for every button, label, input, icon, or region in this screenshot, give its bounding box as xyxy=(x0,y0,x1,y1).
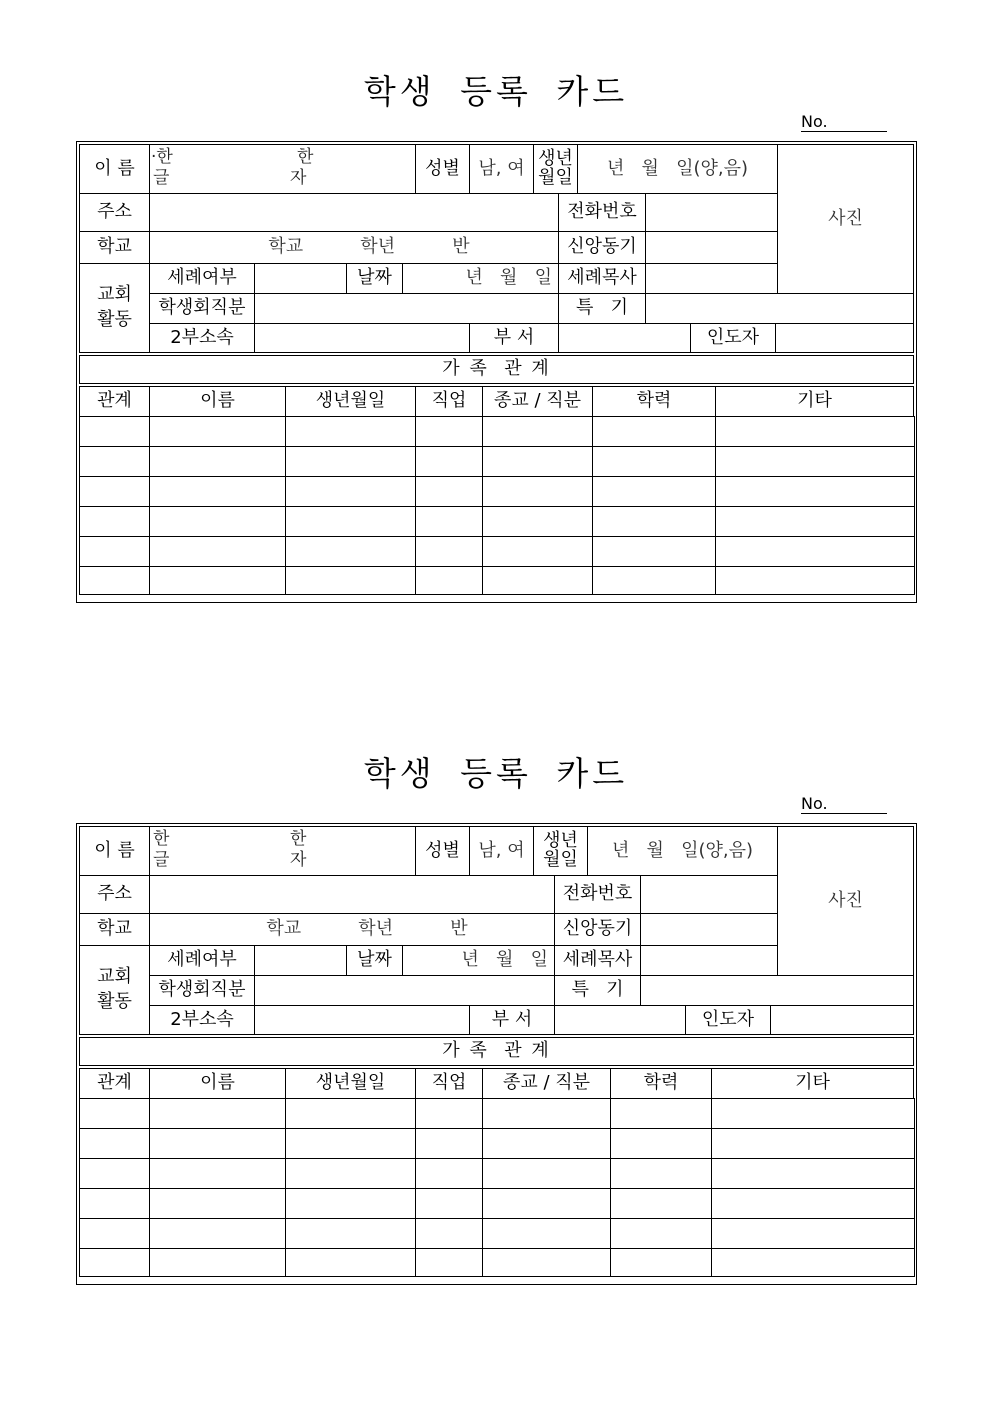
family-table-cell[interactable] xyxy=(79,1098,150,1129)
church-activity-line2: 활동 xyxy=(97,309,132,330)
family-table-cell[interactable] xyxy=(482,506,593,537)
date-field[interactable]: 년 월 일 xyxy=(402,263,559,294)
name-label: 이 름 xyxy=(79,826,150,876)
family-table-cell[interactable] xyxy=(285,506,416,537)
name-field[interactable] xyxy=(149,826,416,876)
school-field[interactable]: 학교 학년 반 xyxy=(149,231,559,264)
family-table-cell[interactable] xyxy=(415,1128,483,1159)
family-table-cell[interactable] xyxy=(149,536,286,567)
family-table-cell[interactable] xyxy=(79,446,150,477)
birthdate-label-line2: 월일 xyxy=(543,849,578,870)
card-title: 학생 등록 카드 xyxy=(363,754,629,793)
family-table-cell[interactable] xyxy=(482,1218,611,1249)
family-table-cell[interactable] xyxy=(592,446,716,477)
family-table-cell[interactable] xyxy=(79,566,150,595)
department-field[interactable] xyxy=(254,323,470,353)
family-table-cell[interactable] xyxy=(149,1188,286,1219)
address-field[interactable] xyxy=(149,193,559,232)
phone-field[interactable] xyxy=(640,875,778,914)
family-table-cell[interactable] xyxy=(415,1218,483,1249)
family-table-cell[interactable] xyxy=(482,1248,611,1277)
family-table-cell[interactable] xyxy=(79,1128,150,1159)
address-label: 주소 xyxy=(79,193,150,232)
department-label: 2부소속 xyxy=(149,1005,255,1035)
family-col-education: 학력 xyxy=(592,386,716,417)
family-table-cell[interactable] xyxy=(149,1158,286,1189)
registration-card-2 xyxy=(0,682,992,1322)
family-table-cell[interactable] xyxy=(711,1128,915,1159)
family-col-education: 학력 xyxy=(610,1068,712,1099)
church-activity-line1: 교회 xyxy=(97,284,132,306)
family-table-cell[interactable] xyxy=(715,506,915,537)
family-table-cell[interactable] xyxy=(610,1188,712,1219)
family-table-cell[interactable] xyxy=(482,416,593,447)
family-table-cell[interactable] xyxy=(415,476,483,507)
family-table-cell[interactable] xyxy=(79,1158,150,1189)
family-table-cell[interactable] xyxy=(79,1188,150,1219)
guide-field[interactable] xyxy=(770,1005,914,1035)
address-field[interactable] xyxy=(149,875,555,914)
family-col-religion: 종교 / 직분 xyxy=(482,1068,611,1099)
birthdate-field[interactable]: 년 월 일(양,음) xyxy=(577,144,778,194)
family-table-cell[interactable] xyxy=(592,416,716,447)
family-table-cell[interactable] xyxy=(610,1218,712,1249)
family-table-cell[interactable] xyxy=(285,1248,416,1277)
baptism-label: 세례여부 xyxy=(149,263,255,294)
family-table-cell[interactable] xyxy=(715,566,915,595)
family-table-cell[interactable] xyxy=(592,506,716,537)
phone-label: 전화번호 xyxy=(558,193,646,232)
family-table-cell[interactable] xyxy=(79,536,150,567)
family-table-cell[interactable] xyxy=(149,1128,286,1159)
family-table-cell[interactable] xyxy=(285,416,416,447)
photo-box[interactable]: 사진 xyxy=(777,826,914,976)
date-field[interactable]: 년 월 일 xyxy=(402,945,555,976)
family-title: 가 족 관 계 xyxy=(79,1037,914,1066)
council-role-label: 학생회직분 xyxy=(149,975,255,1006)
family-table-cell[interactable] xyxy=(415,1248,483,1277)
birthdate-label-line1: 생년 xyxy=(538,148,573,170)
name-label: 이 름 xyxy=(79,144,150,194)
family-table-cell[interactable] xyxy=(415,1158,483,1189)
family-table-cell[interactable] xyxy=(415,566,483,595)
family-table-cell[interactable] xyxy=(149,566,286,595)
school-field[interactable]: 학교 학년 반 xyxy=(149,913,555,946)
family-table-cell[interactable] xyxy=(149,416,286,447)
family-table-cell[interactable] xyxy=(482,1128,611,1159)
family-table-cell[interactable] xyxy=(285,1218,416,1249)
phone-label: 전화번호 xyxy=(554,875,641,914)
department-field[interactable] xyxy=(254,1005,470,1035)
family-table-cell[interactable] xyxy=(79,506,150,537)
council-role-field[interactable] xyxy=(254,975,555,1006)
name-hangul-line2: 글 xyxy=(153,168,170,188)
family-table-cell[interactable] xyxy=(715,416,915,447)
family-table-cell[interactable] xyxy=(482,566,593,595)
family-table-cell[interactable] xyxy=(285,1158,416,1189)
family-table-cell[interactable] xyxy=(149,1248,286,1277)
faith-motive-label: 신앙동기 xyxy=(554,913,641,946)
phone-field[interactable] xyxy=(645,193,778,232)
family-table-cell[interactable] xyxy=(415,416,483,447)
guide-field[interactable] xyxy=(775,323,914,353)
family-table-cell[interactable] xyxy=(610,1128,712,1159)
birthdate-label-line1: 생년 xyxy=(543,830,578,852)
baptism-field[interactable] xyxy=(254,263,347,294)
birthdate-field[interactable]: 년 월 일(양,음) xyxy=(587,826,778,876)
name-hanja-line1: 한 xyxy=(290,829,307,849)
name-hangul-line2: 글 xyxy=(153,850,170,870)
date-label: 날짜 xyxy=(346,263,403,294)
family-table-cell[interactable] xyxy=(482,476,593,507)
section-label: 부 서 xyxy=(469,323,559,353)
gender-label: 성별 xyxy=(415,826,470,876)
family-table-cell[interactable] xyxy=(285,1128,416,1159)
family-table-cell[interactable] xyxy=(610,1158,712,1189)
gender-field[interactable]: 남, 여 xyxy=(469,826,534,876)
photo-box[interactable]: 사진 xyxy=(777,144,914,294)
faith-motive-label: 신앙동기 xyxy=(558,231,646,264)
church-activity-line1: 교회 xyxy=(97,966,132,988)
family-table-cell[interactable] xyxy=(711,1158,915,1189)
family-table-cell[interactable] xyxy=(285,536,416,567)
family-col-birthdate: 생년월일 xyxy=(285,386,416,417)
church-activity-label xyxy=(79,263,150,353)
family-col-relation: 관계 xyxy=(79,386,150,417)
family-table-cell[interactable] xyxy=(285,566,416,595)
council-role-label: 학생회직분 xyxy=(149,293,255,324)
baptism-field[interactable] xyxy=(254,945,347,976)
family-table-cell[interactable] xyxy=(285,446,416,477)
card-title: 학생 등록 카드 xyxy=(363,72,629,111)
address-label: 주소 xyxy=(79,875,150,914)
family-table-cell[interactable] xyxy=(149,506,286,537)
card-number-label: No. xyxy=(801,113,887,132)
guide-label: 인도자 xyxy=(685,1005,771,1035)
section-field[interactable] xyxy=(554,1005,686,1035)
family-table-cell[interactable] xyxy=(715,476,915,507)
section-field[interactable] xyxy=(558,323,691,353)
family-table-cell[interactable] xyxy=(482,1098,611,1129)
baptism-pastor-field[interactable] xyxy=(645,263,778,294)
registration-card-1 xyxy=(0,0,992,640)
family-table-cell[interactable] xyxy=(79,416,150,447)
family-table-cell[interactable] xyxy=(149,476,286,507)
family-table-cell[interactable] xyxy=(592,566,716,595)
family-table-cell[interactable] xyxy=(79,476,150,507)
family-col-name: 이름 xyxy=(149,386,286,417)
family-table-cell[interactable] xyxy=(482,1158,611,1189)
baptism-pastor-label: 세례목사 xyxy=(558,263,646,294)
family-table-cell[interactable] xyxy=(415,536,483,567)
family-table-cell[interactable] xyxy=(285,476,416,507)
family-table-cell[interactable] xyxy=(711,1098,915,1129)
birthdate-label xyxy=(533,826,588,876)
name-hangul-line1: 한 xyxy=(153,829,170,849)
name-hanja-line2: 자 xyxy=(290,850,307,870)
school-label: 학교 xyxy=(79,231,150,264)
family-table-cell[interactable] xyxy=(592,536,716,567)
family-table-cell[interactable] xyxy=(715,446,915,477)
family-table-cell[interactable] xyxy=(149,1098,286,1129)
baptism-pastor-label: 세례목사 xyxy=(554,945,641,976)
section-label: 부 서 xyxy=(469,1005,555,1035)
family-table-cell[interactable] xyxy=(149,446,286,477)
family-table-cell[interactable] xyxy=(610,1098,712,1129)
talent-field[interactable] xyxy=(640,975,914,1006)
gender-field[interactable]: 남, 여 xyxy=(469,144,534,194)
family-col-relation: 관계 xyxy=(79,1068,150,1099)
faith-motive-field[interactable] xyxy=(645,231,778,264)
faith-motive-field[interactable] xyxy=(640,913,778,946)
family-table-cell[interactable] xyxy=(592,476,716,507)
family-col-name: 이름 xyxy=(149,1068,286,1099)
family-table-cell[interactable] xyxy=(610,1248,712,1277)
family-table-cell[interactable] xyxy=(711,1248,915,1277)
council-role-field[interactable] xyxy=(254,293,559,324)
family-table-cell[interactable] xyxy=(482,536,593,567)
name-field[interactable] xyxy=(149,144,416,194)
church-activity-line2: 활동 xyxy=(97,991,132,1012)
family-table-cell[interactable] xyxy=(715,536,915,567)
name-hangul-line1: ·한 xyxy=(151,147,173,167)
family-table-cell[interactable] xyxy=(415,1188,483,1219)
card-number-label: No. xyxy=(801,795,887,814)
birthdate-label xyxy=(533,144,578,194)
family-table-cell[interactable] xyxy=(149,1218,286,1249)
baptism-label: 세례여부 xyxy=(149,945,255,976)
church-activity-label xyxy=(79,945,150,1035)
family-table-cell[interactable] xyxy=(79,1218,150,1249)
family-table-cell[interactable] xyxy=(79,1248,150,1277)
family-col-birthdate: 생년월일 xyxy=(285,1068,416,1099)
family-col-job: 직업 xyxy=(415,386,483,417)
family-table-cell[interactable] xyxy=(285,1098,416,1129)
family-col-other: 기타 xyxy=(715,386,914,417)
name-hanja-line2: 자 xyxy=(290,168,307,188)
date-label: 날짜 xyxy=(346,945,403,976)
talent-label: 특 기 xyxy=(554,975,641,1006)
talent-label: 특 기 xyxy=(558,293,646,324)
guide-label: 인도자 xyxy=(690,323,776,353)
family-table-cell[interactable] xyxy=(711,1218,915,1249)
talent-field[interactable] xyxy=(645,293,914,324)
department-label: 2부소속 xyxy=(149,323,255,353)
name-hanja-line1: 한 xyxy=(297,147,314,167)
family-table-cell[interactable] xyxy=(415,506,483,537)
family-table-cell[interactable] xyxy=(482,446,593,477)
family-col-religion: 종교 / 직분 xyxy=(482,386,593,417)
family-table-cell[interactable] xyxy=(415,1098,483,1129)
family-table-cell[interactable] xyxy=(482,1188,611,1219)
school-label: 학교 xyxy=(79,913,150,946)
baptism-pastor-field[interactable] xyxy=(640,945,778,976)
family-table-cell[interactable] xyxy=(711,1188,915,1219)
family-col-job: 직업 xyxy=(415,1068,483,1099)
family-table-cell[interactable] xyxy=(415,446,483,477)
family-col-other: 기타 xyxy=(711,1068,914,1099)
gender-label: 성별 xyxy=(415,144,470,194)
family-table-cell[interactable] xyxy=(285,1188,416,1219)
birthdate-label-line2: 월일 xyxy=(538,167,573,188)
family-title: 가 족 관 계 xyxy=(79,355,914,384)
